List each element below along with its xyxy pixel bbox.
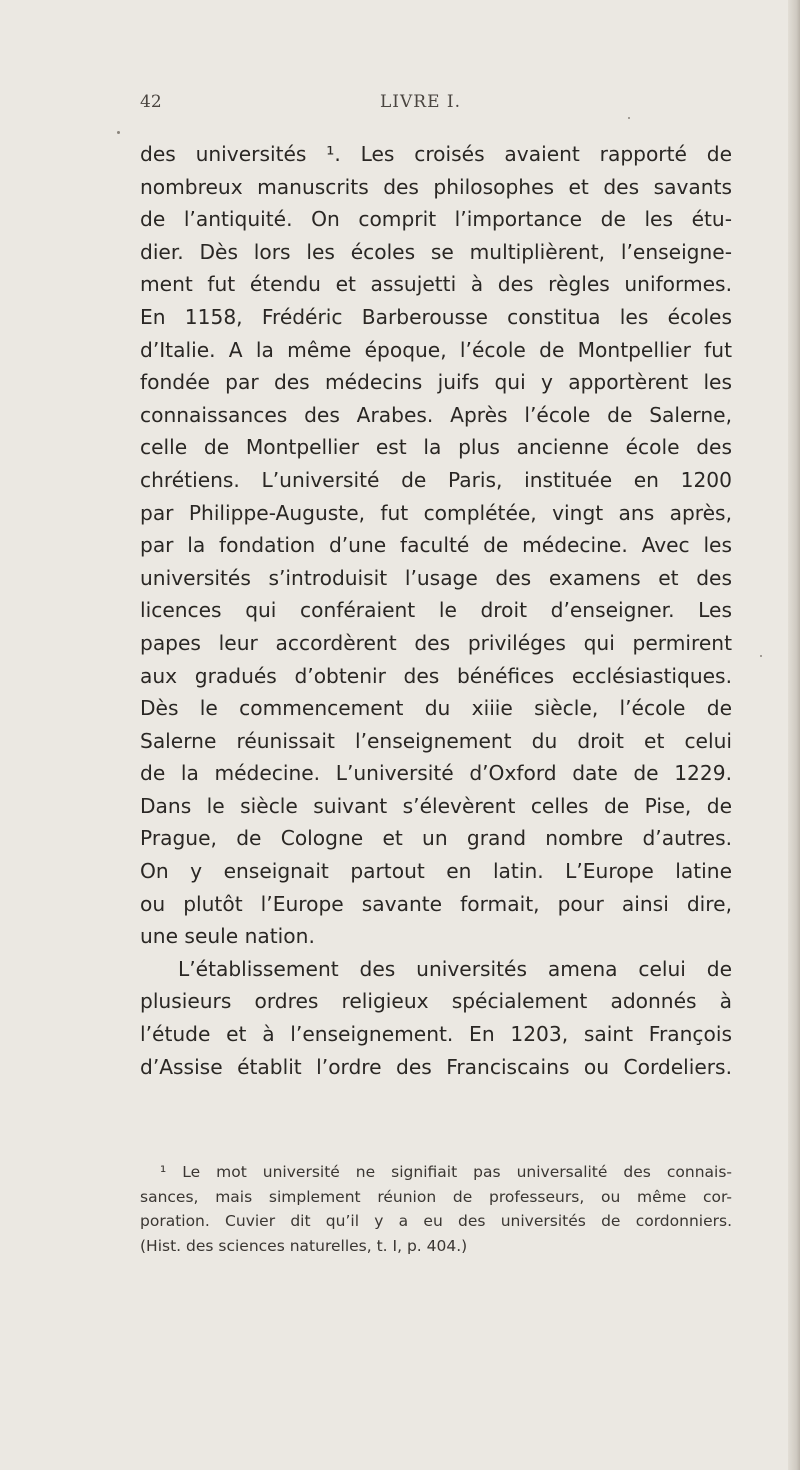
text-line: par la fondation d’une faculté de médecine. Avec les <box>140 533 732 558</box>
text-line: Dès le commencement du xiiie siècle, l’école de <box>140 696 732 721</box>
text-line: plusieurs ordres religieux spécialement adonnés à <box>140 989 732 1014</box>
text-line: papes leur accordèrent des priviléges qui permirent <box>140 630 732 655</box>
text-line: des universités ¹. Les croisés avaient rapporté de <box>140 142 732 166</box>
text-line: une seule nation. <box>140 924 315 949</box>
text-line: fondée par des médecins juifs qui y apportèrent les <box>140 370 732 395</box>
text-line: de la médecine. L’université d’Oxford date de 1229. <box>140 761 732 786</box>
page-edge-shadow <box>788 0 800 1470</box>
text-line: En 1158, Frédéric Barberousse constitua les écoles <box>140 304 732 329</box>
text-line: ment fut étendu et assujetti à des règles uniformes. <box>140 272 732 297</box>
footnote-line: ¹ Le mot université ne signifiait pas universalité des connais- <box>160 1163 732 1181</box>
text-line: universités s’introduisit l’usage des examens et des <box>140 565 732 590</box>
text-line: licences qui conféraient le droit d’enseigner. Les <box>140 598 732 623</box>
text-line: L’établissement des universités amena celui de <box>178 956 732 981</box>
body-text <box>140 138 732 1083</box>
page-number: 42 <box>140 92 162 112</box>
text-line: d’Italie. A la même époque, l’école de Montpellier fut <box>140 337 732 362</box>
text-line: de l’antiquité. On comprit l’importance de les étu- <box>140 207 732 232</box>
text-line: Prague, de Cologne et un grand nombre d’autres. <box>140 826 732 851</box>
text-line: Dans le siècle suivant s’élevèrent celles de Pise, de <box>140 793 732 818</box>
paper-speck <box>628 117 630 119</box>
text-line: dier. Dès lors les écoles se multiplièrent, l’enseigne- <box>140 239 732 264</box>
page-header <box>140 92 740 122</box>
text-line: On y enseignait partout en latin. L’Europe latine <box>140 859 732 884</box>
footnotes <box>140 1160 732 1258</box>
footnote-line: poration. Cuvier dit qu’il y a eu des universités de cordonniers. <box>140 1212 732 1230</box>
text-line: l’étude et à l’enseignement. En 1203, saint François <box>140 1022 732 1047</box>
text-line: chrétiens. L’université de Paris, instituée en 1200 <box>140 467 732 492</box>
text-line: ou plutôt l’Europe savante formait, pour ainsi dire, <box>140 891 732 916</box>
text-line: connaissances des Arabes. Après l’école de Salerne, <box>140 402 732 427</box>
text-line: d’Assise établit l’ordre des Franciscains ou Cordeliers. <box>140 1054 732 1079</box>
paper-speck <box>760 655 762 657</box>
text-line: aux gradués d’obtenir des bénéfices ecclésiastiques. <box>140 663 732 688</box>
running-head: LIVRE I. <box>380 92 462 112</box>
paper-speck <box>117 131 120 134</box>
text-line: par Philippe-Auguste, fut complétée, vingt ans après, <box>140 500 732 525</box>
text-line: nombreux manuscrits des philosophes et des savants <box>140 174 732 199</box>
footnote-line: sances, mais simplement réunion de professeurs, ou même cor- <box>140 1187 732 1206</box>
text-line: celle de Montpellier est la plus ancienne école des <box>140 435 732 460</box>
text-line: Salerne réunissait l’enseignement du droit et celui <box>140 728 732 753</box>
footnote-line: (Hist. des sciences naturelles, t. I, p. 404.) <box>140 1236 468 1255</box>
